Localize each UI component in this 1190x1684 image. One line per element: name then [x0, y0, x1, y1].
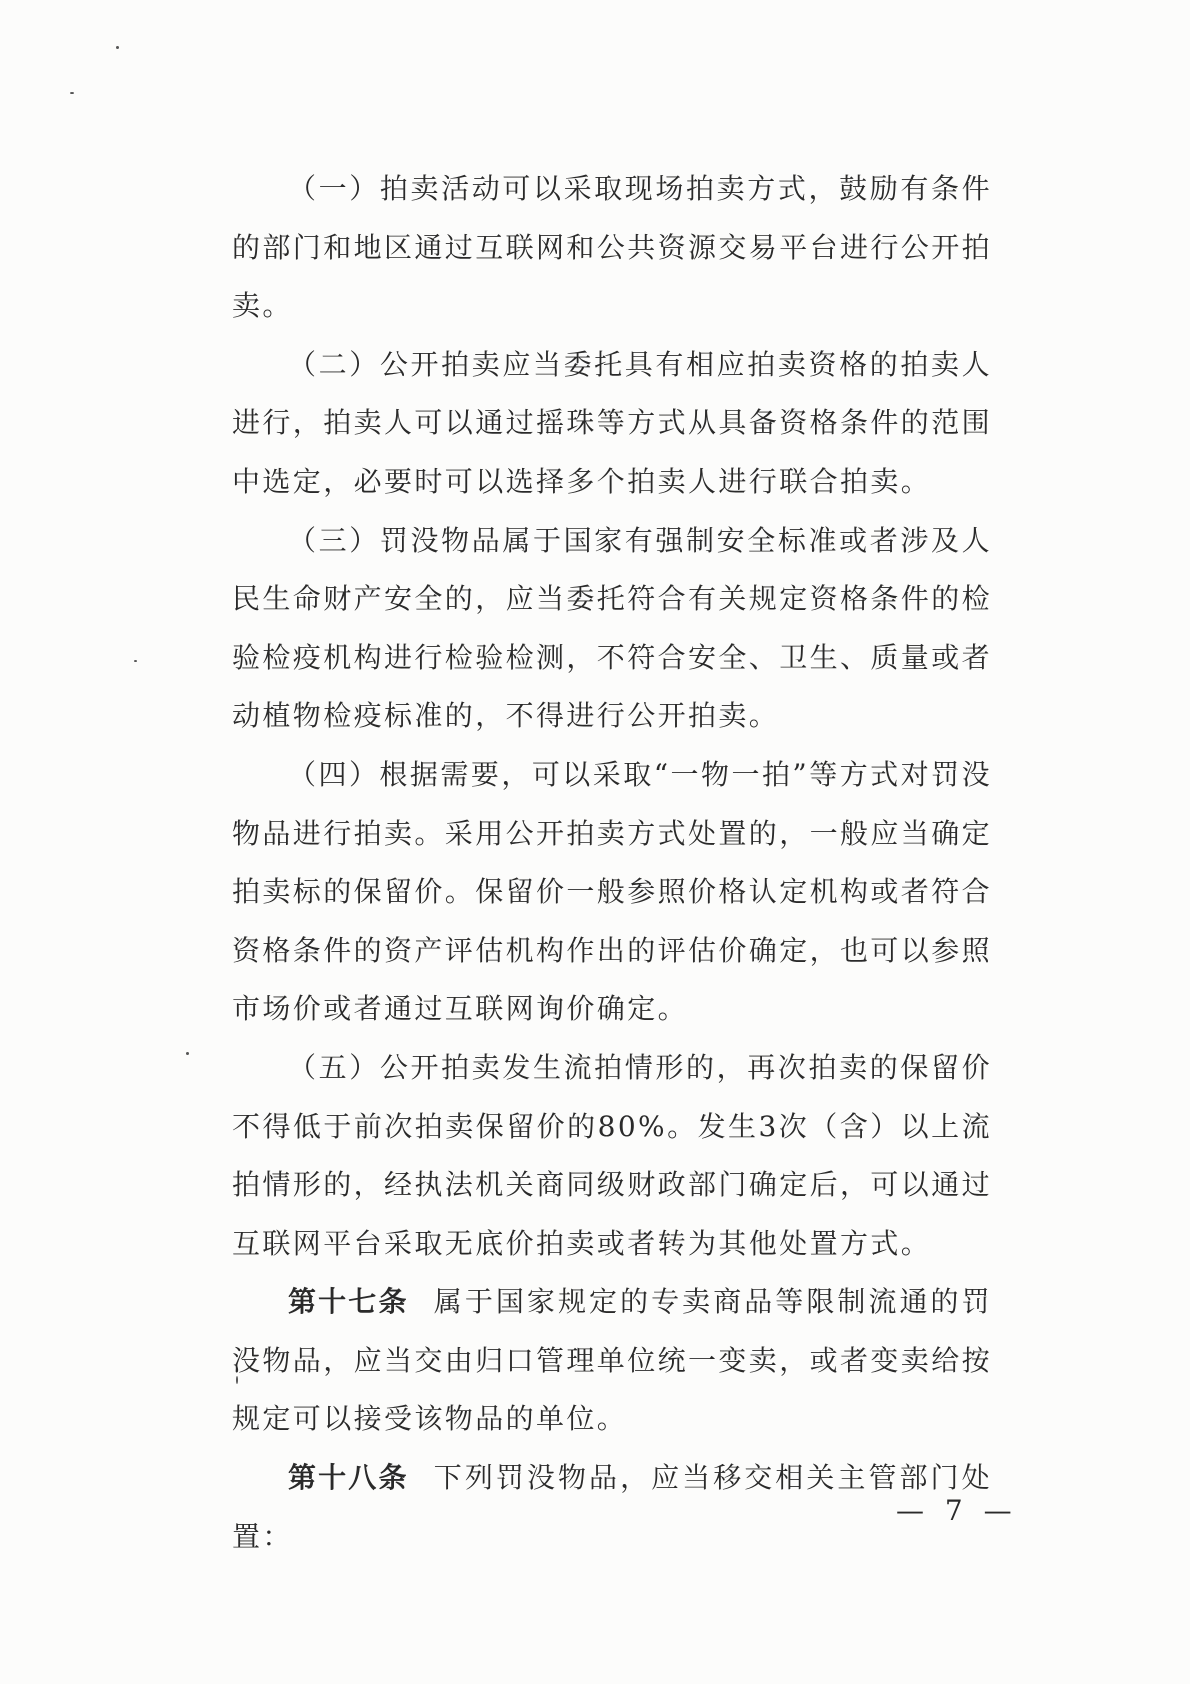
paragraph-5 — [232, 1039, 992, 1273]
paragraph-3 — [232, 512, 992, 746]
paragraph-1 — [232, 160, 992, 336]
paragraph-text: （五）公开拍卖发生流拍情形的，再次拍卖的保留价不得低于前次拍卖保留价的80%。发生3次（含）以上流拍情形的，经执法机关商同级财政部门确定后，可以通过互联网平台采取无底价拍卖或者转为其他处置方式。 — [232, 1050, 993, 1260]
paragraph-text: （四）根据需要，可以采取“一物一拍”等方式对罚没物品进行拍卖。采用公开拍卖方式处置的，一般应当确定拍卖标的保留价。保留价一般参照价格认定机构或者符合资格条件的资产评估机构作出的评估价确定，也可以参照市场价或者通过互联网询价确定。 — [232, 757, 993, 1026]
paragraph-article-18 — [232, 1449, 992, 1566]
paragraph-text: 属于国家规定的专卖商品等限制流通的罚没物品，应当交由归口管理单位统一变卖，或者变卖给按规定可以接受该物品的单位。 — [232, 1285, 993, 1436]
document-body — [232, 160, 992, 1566]
page-number: — 7 — — [896, 1494, 1018, 1527]
paragraph-2 — [232, 336, 992, 512]
scan-speck — [134, 660, 137, 662]
paragraph-article-17 — [232, 1273, 992, 1449]
scan-speck — [186, 1052, 189, 1055]
paragraph-4 — [232, 746, 992, 1039]
paragraph-text: （三）罚没物品属于国家有强制安全标准或者涉及人民生命财产安全的，应当委托符合有关规定资格条件的检验检疫机构进行检验检测，不符合安全、卫生、质量或者动植物检疫标准的，不得进行公开拍卖。 — [232, 523, 993, 733]
scan-speck — [116, 46, 119, 49]
article-number: 第十八条 — [288, 1461, 409, 1495]
scan-speck — [70, 92, 74, 94]
paragraph-text: （二）公开拍卖应当委托具有相应拍卖资格的拍卖人进行，拍卖人可以通过摇珠等方式从具备资格条件的范围中选定，必要时可以选择多个拍卖人进行联合拍卖。 — [232, 347, 993, 498]
article-number: 第十七条 — [288, 1285, 409, 1319]
paragraph-text: 下列罚没物品，应当移交相关主管部门处置： — [232, 1461, 992, 1553]
paragraph-text: （一）拍卖活动可以采取现场拍卖方式，鼓励有条件的部门和地区通过互联网和公共资源交易平台进行公开拍卖。 — [232, 172, 993, 323]
